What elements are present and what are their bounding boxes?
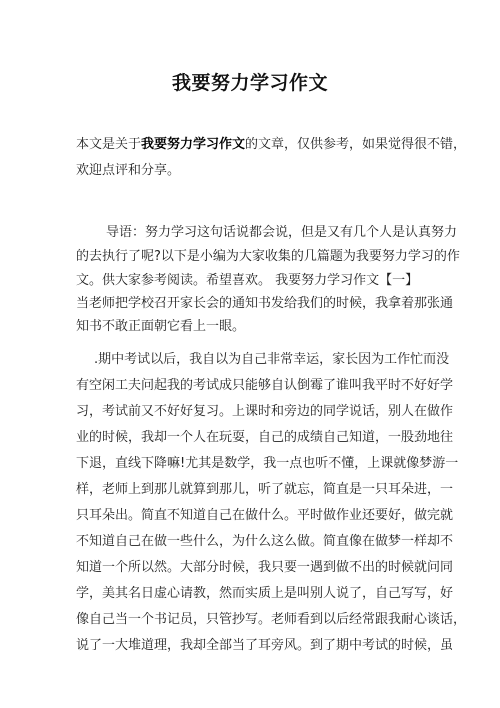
- intro-line-1: [76, 136, 466, 153]
- paragraph-line: 学，美其名日虚心请教，然而实质上是叫别人说了，自己写写，好: [76, 586, 454, 601]
- paragraph-line: 习，考试前又不好好复习。上课时和旁边的同学说话，别人在做作: [76, 404, 454, 419]
- paragraph-line: 当老师把学校召开家长会的通知书发给我们的时候，我拿着那张通: [76, 296, 454, 311]
- paragraph-line: 知书不敢正面朝它看上一眼。: [76, 319, 246, 334]
- document-title: 我要努力学习作文: [171, 72, 328, 94]
- paragraph-line: 像自己当一个书记员，只管抄写。老师看到以后经常跟我耐心谈话，: [76, 612, 467, 627]
- paragraph-line: .期中考试以后，我自以为自己非常幸运，家长因为工作忙而没: [94, 352, 450, 367]
- paragraph-line: 不知道自己在做一些什么，为什么这么做。简直像在做梦一样却不: [76, 534, 454, 549]
- intro-prefix: 本文是关于: [76, 137, 142, 152]
- paragraph-line: 导语：努力学习这句话说都会说，但是又有几个人是认真努力: [106, 225, 458, 240]
- intro-bold-title: 我要努力学习作文: [141, 137, 246, 152]
- paragraph-line: 下退，直线下降嘛!尤其是数学，我一点也听不懂，上课就像梦游一: [76, 456, 459, 471]
- intro-line-2: 欢迎点评和分享。: [76, 163, 181, 178]
- paragraph-line: 的去执行了呢?以下是小编为大家收集的几篇题为我要努力学习的作: [76, 249, 460, 264]
- paragraph-line: 样，老师上到那儿就算到那儿，听了就忘，简直是一只耳朵进，一: [76, 482, 454, 497]
- intro-suffix: 的文章，仅供参考，如果觉得很不错，: [245, 137, 467, 152]
- paragraph-line: 业的时候，我却一个人在玩耍，自己的成绩自己知道，一股劲地往: [76, 430, 454, 445]
- paragraph-line: 说了一大堆道理，我却全部当了耳旁风。到了期中考试的时候，虽: [76, 638, 454, 653]
- paragraph-line: 文。供大家参考阅读。希望喜欢。 我要努力学习作文【一】: [76, 273, 419, 288]
- paragraph-line: 有空闲工夫问起我的考试成只能够自认倒霉了谁叫我平时不好好学: [76, 378, 454, 393]
- paragraph-line: 知道一个所以然。大部分时候，我只要一遇到做不出的时候就问同: [76, 560, 454, 575]
- paragraph-line: 只耳朵出。简直不知道自己在做什么。平时做作业还要好，做完就: [76, 508, 454, 523]
